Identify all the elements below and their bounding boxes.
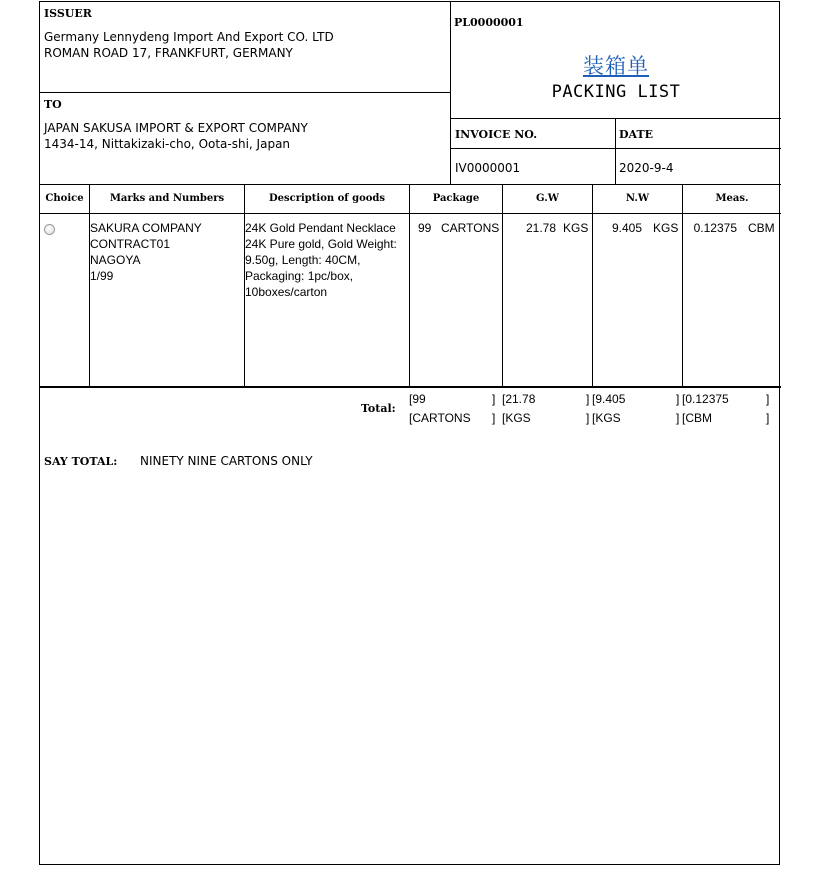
total-nw-unit: [KGS [592,411,621,425]
date-label: DATE [619,128,654,141]
total-bracket: ] [766,392,770,406]
total-meas-unit: [CBM [682,411,712,425]
marks-line: NAGOYA [90,253,141,267]
marks-line: 1/99 [90,269,114,283]
total-gw-unit: [KGS [502,411,531,425]
row-gw-value: 21.78 [525,221,556,235]
marks-line: CONTRACT01 [90,237,171,251]
header-description: Description of goods [268,193,386,204]
total-gw-value: [21.78 [502,392,536,406]
column-divider [89,184,90,387]
packing-list-document [39,1,780,865]
say-total-label: SAY TOTAL: [44,455,118,468]
header-choice: Choice [45,193,84,204]
table-top-border [40,184,781,185]
header-nw: N.W [625,193,650,204]
total-meas-value: [0.12375 [682,392,729,406]
description-line: 9.50g, Length: 40CM, [245,253,361,267]
row-marks [90,220,202,284]
column-divider [502,184,503,387]
total-package-unit: [CARTONS [409,411,471,425]
description-line: 24K Gold Pendant Necklace [245,221,396,235]
row-select-radio[interactable] [44,224,55,235]
row-meas-value: 0.12375 [693,221,737,235]
date-value: 2020-9-4 [619,161,674,175]
total-nw-value: [9.405 [592,392,626,406]
total-bracket: ] [586,392,590,406]
row-package-unit: CARTONS [441,221,500,235]
issuer-address: ROMAN ROAD 17, FRANKFURT, GERMANY [44,46,293,60]
row-gw-unit: KGS [563,221,589,235]
description-line: 24K Pure gold, Gold Weight: [245,237,397,251]
total-bracket: ] [766,411,770,425]
column-divider [592,184,593,387]
description-line: Packaging: 1pc/box, [245,269,354,283]
document-number: PL0000001 [454,16,524,29]
invoice-no-label: INVOICE NO. [455,128,538,141]
title-chinese: 装箱单 [583,54,649,78]
issuer-label: ISSUER [44,7,92,20]
row-meas-unit: CBM [748,221,775,235]
row-package-qty: 99 [418,221,432,235]
say-total-value: NINETY NINE CARTONS ONLY [140,454,313,468]
header-meas: Meas. [715,193,749,204]
total-bracket: ] [676,411,680,425]
total-bracket: ] [492,411,496,425]
total-bracket: ] [676,392,680,406]
to-label: TO [44,98,62,111]
row-description [245,220,397,300]
title-packing-list: PACKING LIST [551,82,681,102]
total-bracket: ] [586,411,590,425]
to-address: 1434-14, Nittakizaki-cho, Oota-shi, Japan [44,137,291,151]
column-divider [682,184,683,387]
total-label: Total: [361,402,396,415]
total-bracket: ] [492,392,496,406]
invoice-no-value: IV0000001 [455,161,521,175]
table-bottom-border [40,386,781,388]
issuer-to-divider [40,92,450,93]
issuer-name: Germany Lennydeng Import And Export CO. LTD [44,30,334,44]
row-nw-value: 9.405 [611,221,642,235]
table-header-bottom-border [40,213,781,214]
column-divider [409,184,410,387]
to-name: JAPAN SAKUSA IMPORT & EXPORT COMPANY [44,121,308,135]
description-line: 10boxes/carton [245,285,328,299]
row-nw-unit: KGS [653,221,679,235]
header-gw: G.W [536,193,559,204]
header-package: Package [432,193,480,204]
header-marks: Marks and Numbers [109,193,225,204]
marks-line: SAKURA COMPANY [90,221,202,235]
total-package-qty: [99 [409,392,426,406]
invoice-date-divider [615,118,616,184]
